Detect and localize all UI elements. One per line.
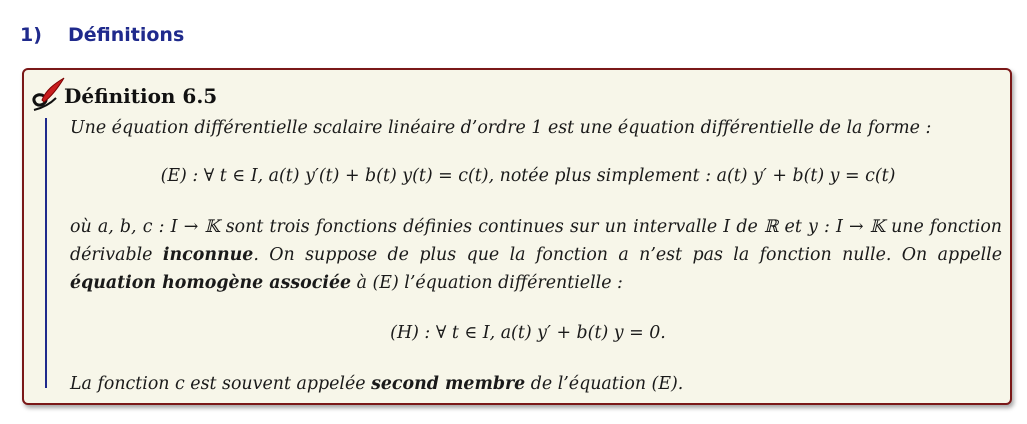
definition-paragraph-2	[70, 213, 1002, 297]
definition-quill-icon	[28, 74, 68, 114]
paragraph-2-part-e: à (E) l’équation différentielle :	[351, 273, 623, 293]
keyword-inconnue: inconnue	[162, 245, 254, 265]
keyword-homogene: équation homogène associée	[70, 273, 352, 293]
section-number: 1)	[20, 24, 42, 46]
section-title: Définitions	[68, 24, 185, 46]
definition-title: Définition 6.5	[64, 84, 218, 108]
last-line-part-c: de l’équation (E).	[525, 374, 684, 394]
equation-h	[54, 319, 1002, 347]
definition-intro: Une équation différentielle scalaire linéaire d’ordre 1 est une équation différentielle de la forme :	[70, 118, 932, 138]
equation-e-text: (E) : ∀ t ∈ I, a(t) y′(t) + b(t) y(t) = c(t), notée plus simplement : a(t) y′ + b(t) y = c(t)	[160, 166, 896, 186]
paragraph-2-part-c: . On suppose de plus que la fonction a n’est pas la fonction nulle. On appelle	[253, 245, 1002, 265]
equation-h-text: (H) : ∀ t ∈ I, a(t) y′ + b(t) y = 0.	[390, 323, 666, 343]
paragraph-2-part-a: où a, b, c : I → 𝕂 sont trois fonctions définies continues sur un intervalle I de ℝ et y : I → 𝕂 une fonction dérivable	[70, 217, 1002, 265]
last-line-text	[70, 370, 1002, 398]
paragraph-2-text	[70, 213, 1002, 297]
definition-box	[22, 68, 1012, 405]
definition-line-1	[70, 114, 1002, 142]
keyword-second-membre: second membre	[371, 374, 526, 394]
last-line-part-a: La fonction c est souvent appelée	[70, 374, 372, 394]
definition-last-line	[70, 370, 1002, 398]
definition-bar	[45, 118, 47, 388]
section-heading	[20, 24, 184, 46]
equation-e	[54, 162, 1002, 190]
